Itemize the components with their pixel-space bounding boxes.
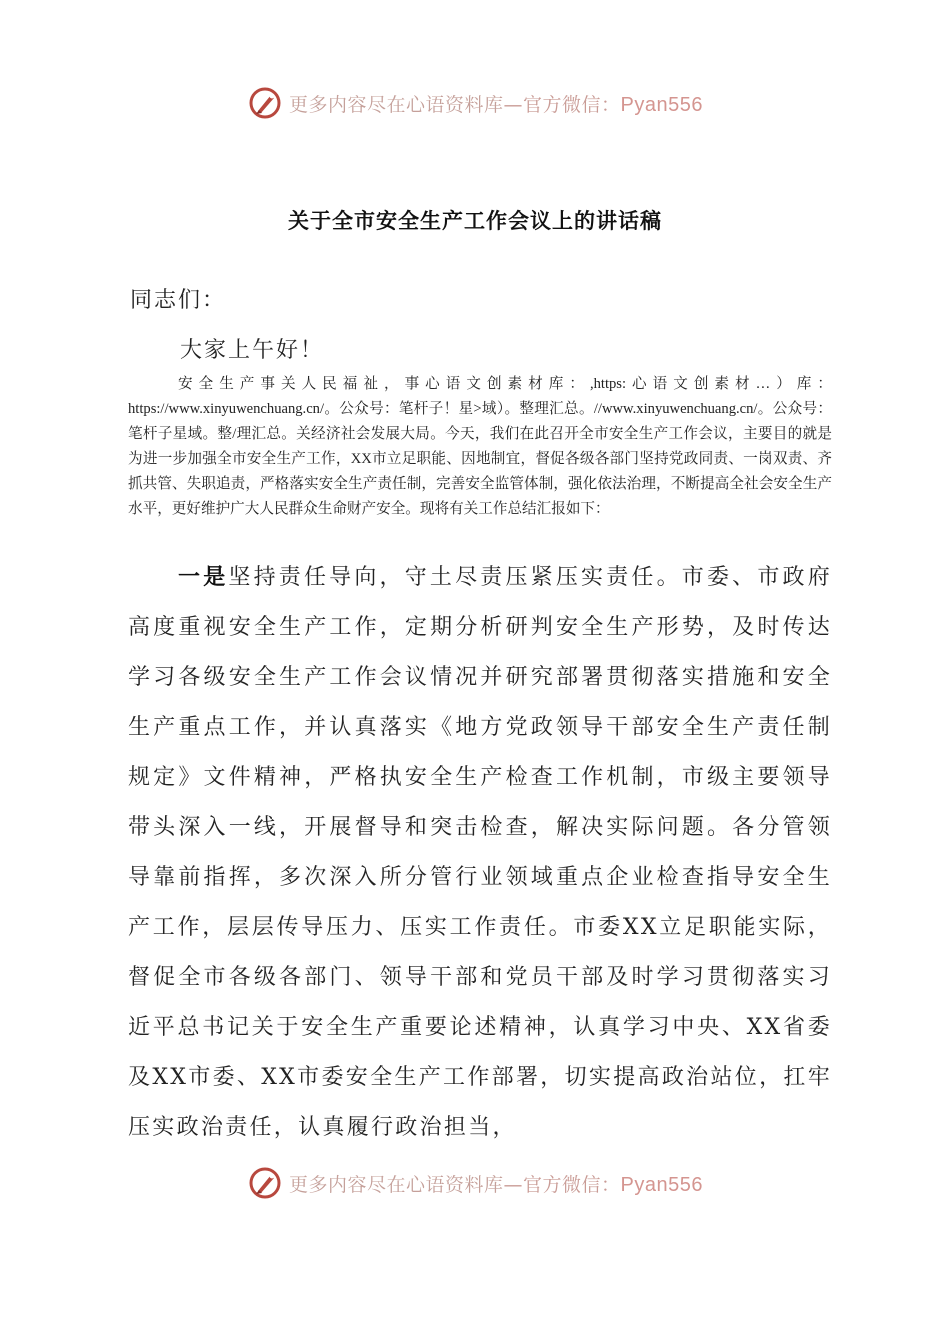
intro-paragraph: 安全生产事关人民福祉，事心语文创素材库：,https:心语文创素材…）库：https://www.xinyuwenchuang.cn/。公众号：笔杆子！星>域）。整理汇总。//www.xinyuwenchuang.cn/。公众号：笔杆子星域。整/理汇总。关经济社会发展大局。今天，我们在此召开全市安全生产工作会议，主要目的就是为进一步加强全市安全生产工作，XX市立足职能、因地制宜，督促各级各部门坚持党政同责、一岗双责、齐抓共管、失职追责，严格落实安全生产责任制，完善安全监管体制，强化依法治理，不断提高全社会安全生产水平，更好维护广大人民群众生命财产安全。现将有关工作总结汇报如下： [128, 376, 832, 517]
header-banner [0, 83, 950, 123]
document-title: 关于全市安全生产工作会议上的讲话稿 [288, 209, 662, 233]
greeting: 同志们： [130, 288, 227, 313]
point-one-lead: 一是 [178, 564, 229, 590]
banner-wx-id: Pyan556 [620, 93, 703, 116]
footer-banner [0, 1163, 950, 1203]
banner-wx-label: —官方微信： [503, 1173, 621, 1196]
point-one-paragraph [128, 552, 832, 1153]
logo-icon [247, 85, 283, 121]
banner-wx-label: —官方微信： [503, 93, 621, 116]
point-one-body: 坚持责任导向，守土尽责压紧压实责任。市委、市政府高度重视安全生产工作，定期分析研判安全生产形势，及时传达学习各级安全生产工作会议情况并研究部署贯彻落实措施和安全生产重点工作，并认真落实《地方党政领导干部安全生产责任制规定》文件精神，严格执安全生产检查工作机制，市级主要领导带头深入一线，开展督导和突击检查，解决实际问题。各分管领导靠前指挥，多次深入所分管行业领域重点企业检查指导安全生产工作，层层传导压力、压实工作责任。市委XX立足职能实际，督促全市各级各部门、领导干部和党员干部及时学习贯彻落实习近平总书记关于安全生产重要论述精神，认真学习中央、XX省委及XX市委、XX市委安全生产工作部署，切实提高政治站位，扛牢压实政治责任，认真履行政治担当， [128, 565, 833, 1140]
banner-wx-id: Pyan556 [620, 1173, 703, 1196]
banner-main-text: 更多内容尽在心语资料库 [289, 93, 504, 116]
logo-icon [247, 1165, 283, 1201]
salutation: 大家上午好！ [180, 338, 325, 363]
banner-main-text: 更多内容尽在心语资料库 [289, 1173, 504, 1196]
